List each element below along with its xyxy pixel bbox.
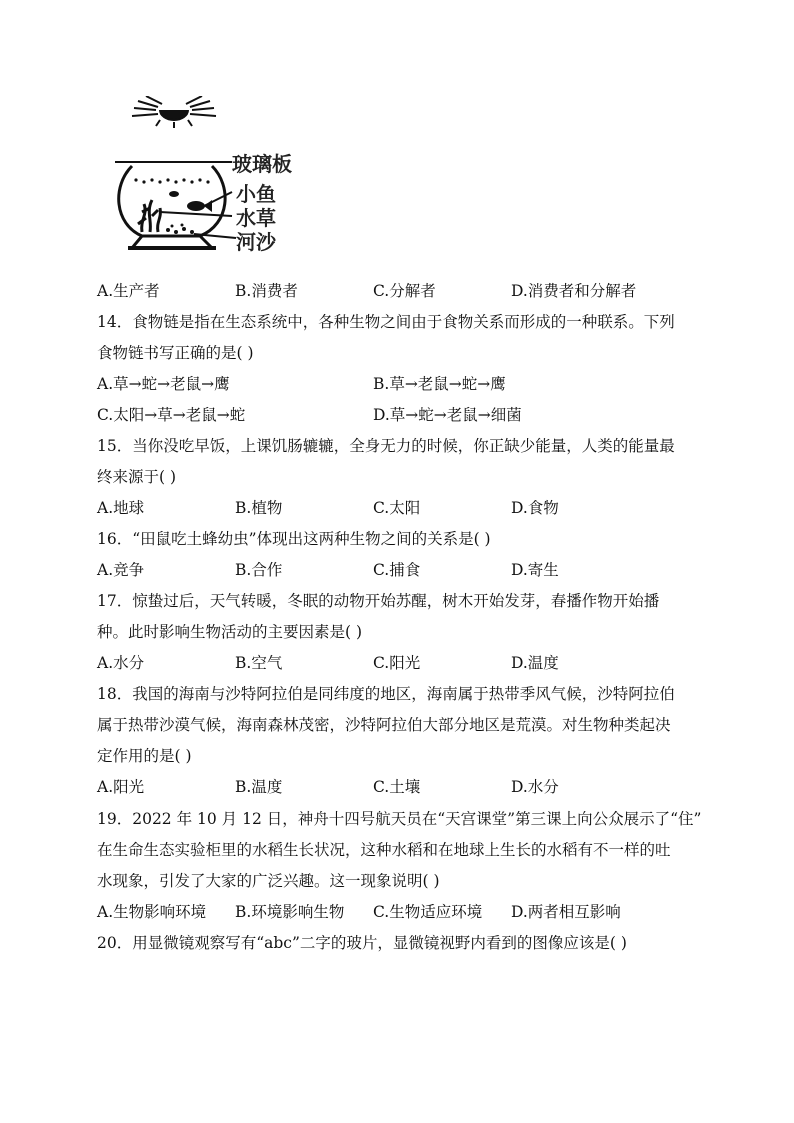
question-text-line: 19．2022 年 10 月 12 日，神舟十四号航天员在“天宫课堂”第三课上向公众展示了“住” [97, 810, 702, 828]
option-b[interactable]: B.草→老鼠→蛇→鹰 [373, 375, 506, 393]
sun-icon [132, 96, 216, 128]
option-b[interactable]: B.植物 [235, 499, 283, 517]
fish-label: 小鱼 [236, 182, 276, 206]
option-a[interactable]: A.草→蛇→老鼠→鹰 [97, 375, 230, 393]
option-d[interactable]: D.草→蛇→老鼠→细菌 [373, 406, 522, 424]
option-a[interactable]: A.阳光 [97, 778, 145, 796]
question-text-line: 水现象，引发了大家的广泛兴趣。这一现象说明( ) [97, 872, 440, 890]
question-text-line: 14．食物链是指在生态系统中，各种生物之间由于食物关系而形成的一种联系。下列 [97, 313, 675, 331]
question-text-line: 15．当你没吃早饭，上课饥肠辘辘，全身无力的时候，你正缺少能量，人类的能量最 [97, 437, 675, 455]
option-b[interactable]: B.温度 [235, 778, 283, 796]
option-c[interactable]: C.生物适应环境 [373, 903, 483, 921]
glass-plate-label: 玻璃板 [232, 152, 292, 176]
option-b[interactable]: B.环境影响生物 [235, 903, 345, 921]
option-c[interactable]: C.土壤 [373, 778, 421, 796]
option-a[interactable]: A.生物影响环境 [97, 903, 207, 921]
water-plant-icon [138, 200, 160, 232]
option-d[interactable]: D.水分 [511, 778, 559, 796]
river-sand-label: 河沙 [236, 230, 276, 254]
question-text-line: 种。此时影响生物活动的主要因素是( ) [97, 623, 363, 641]
ecosystem-bottle-figure [112, 96, 312, 266]
option-c[interactable]: C.太阳→草→老鼠→蛇 [97, 406, 246, 424]
option-b[interactable]: B.合作 [235, 561, 283, 579]
bottle-illustration [112, 96, 312, 266]
option-a[interactable]: A.竞争 [97, 561, 145, 579]
question-text-line: 20．用显微镜观察写有“abc”二字的玻片，显微镜视野内看到的图像应该是( ) [97, 934, 627, 952]
water-plant-label: 水草 [236, 206, 276, 230]
option-b[interactable]: B.消费者 [235, 282, 298, 300]
question-text-line: 18．我国的海南与沙特阿拉伯是同纬度的地区，海南属于热带季风气候，沙特阿拉伯 [97, 685, 675, 703]
option-c[interactable]: C.捕食 [373, 561, 421, 579]
question-text-line: 在生命生态实验柜里的水稻生长状况，这种水稻和在地球上生长的水稻有不一样的吐 [97, 841, 671, 859]
option-a[interactable]: A.水分 [97, 654, 145, 672]
option-d[interactable]: D.寄生 [511, 561, 559, 579]
option-c[interactable]: C.阳光 [373, 654, 421, 672]
option-d[interactable]: D.温度 [511, 654, 559, 672]
option-c[interactable]: C.太阳 [373, 499, 421, 517]
option-d[interactable]: D.食物 [511, 499, 559, 517]
option-d[interactable]: D.消费者和分解者 [511, 282, 637, 300]
option-d[interactable]: D.两者相互影响 [511, 903, 621, 921]
question-text-line: 16．“田鼠吃土蜂幼虫”体现出这两种生物之间的关系是( ) [97, 530, 491, 548]
question-text-line: 终来源于( ) [97, 468, 177, 486]
question-text-line: 食物链书写正确的是( ) [97, 344, 254, 362]
fish-icon [169, 191, 212, 212]
question-text-line: 属于热带沙漠气候，海南森林茂密，沙特阿拉伯大部分地区是荒漠。对生物种类起决 [97, 716, 671, 734]
option-c[interactable]: C.分解者 [373, 282, 436, 300]
option-b[interactable]: B.空气 [235, 654, 283, 672]
question-text-line: 17．惊蛰过后，天气转暖，冬眠的动物开始苏醒，树木开始发芽，春播作物开始播 [97, 592, 660, 610]
question-text-line: 定作用的是( ) [97, 747, 192, 765]
option-a[interactable]: A.地球 [97, 499, 145, 517]
option-a[interactable]: A.生产者 [97, 282, 160, 300]
